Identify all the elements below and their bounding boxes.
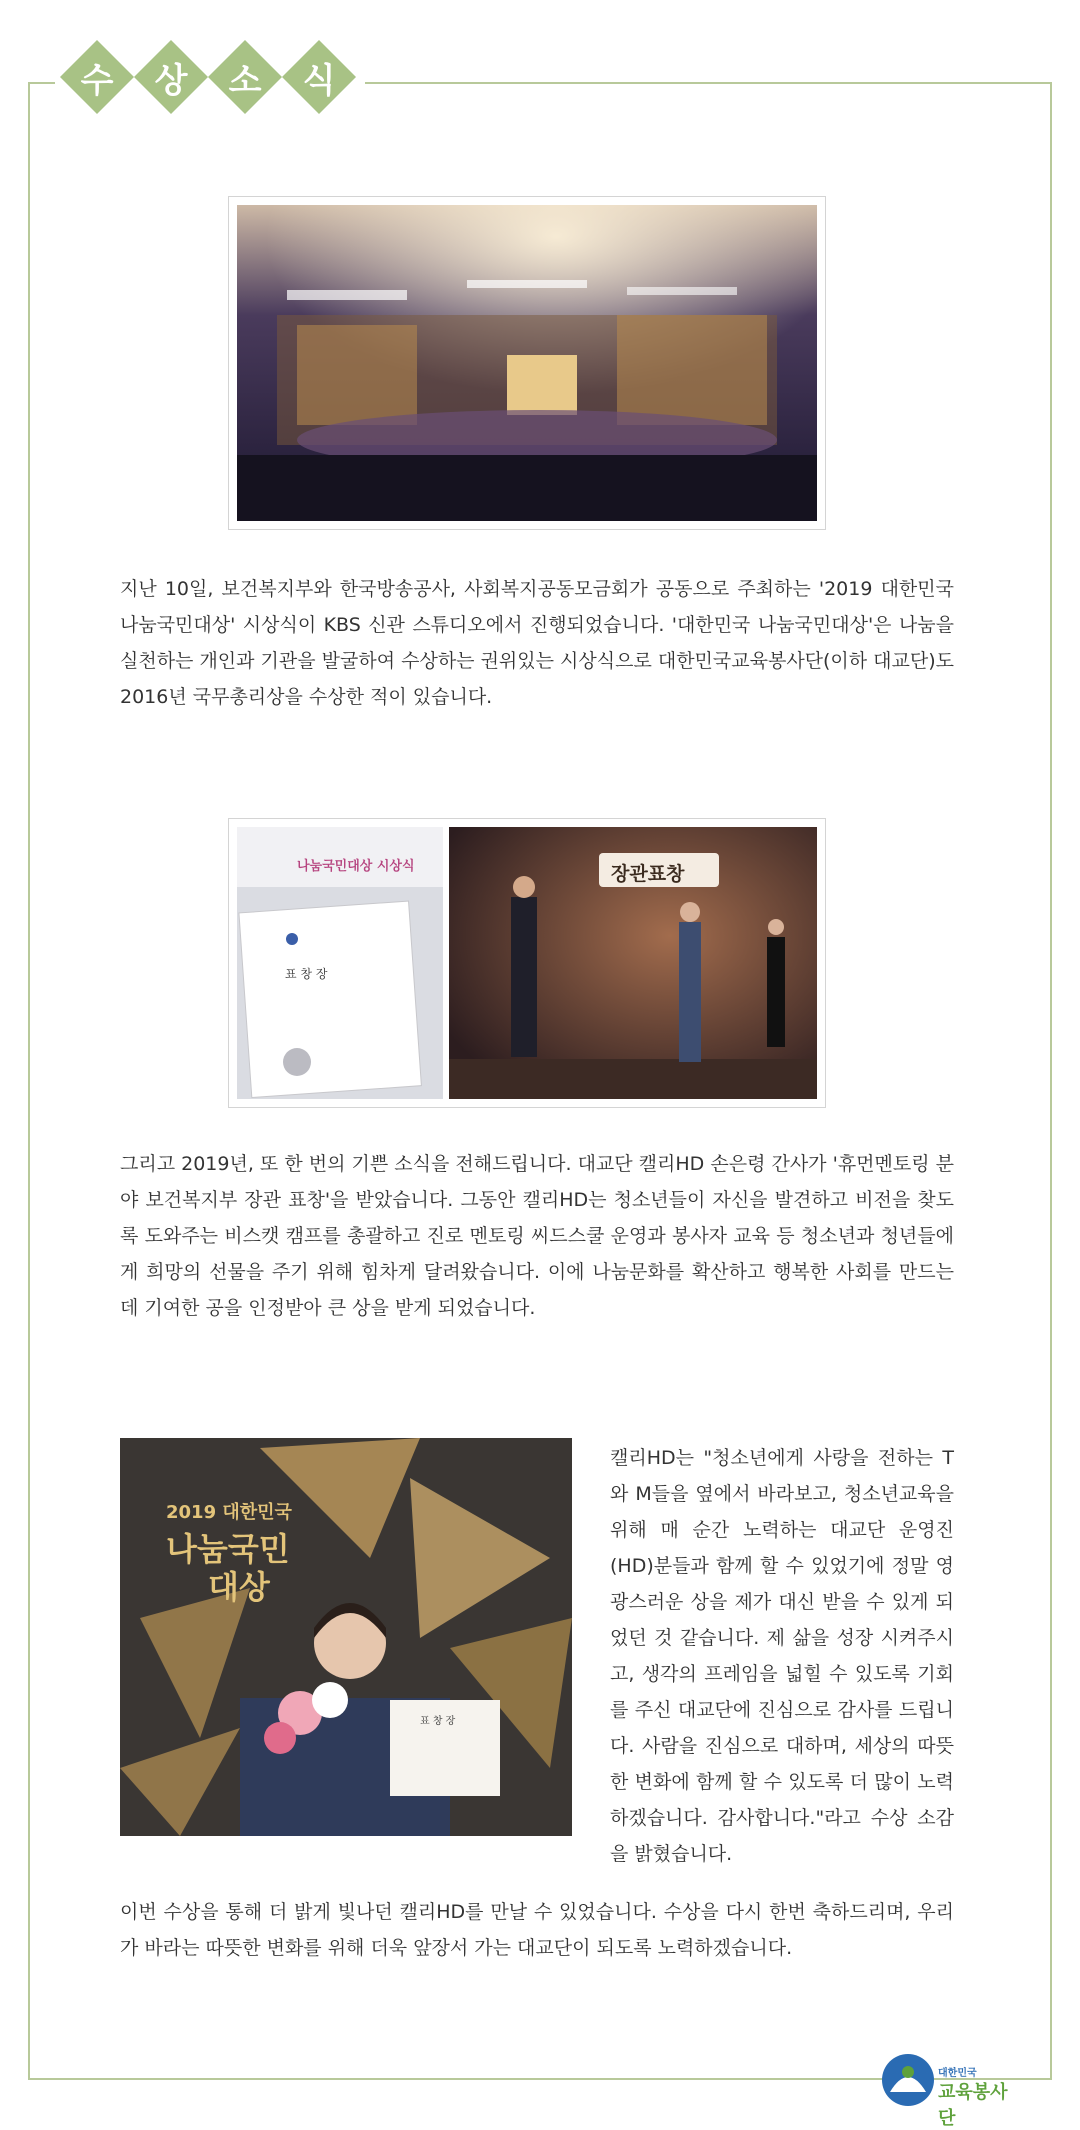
title-char: 수 <box>80 60 114 101</box>
title-diamond <box>208 32 282 122</box>
logo-mark-icon <box>880 2052 936 2110</box>
logo-text-small: 대한민국 <box>938 2068 977 2079</box>
closing-paragraph: 이번 수상을 통해 더 밝게 빛나던 캘리HD를 만날 수 있었습니다. 수상을 다시 한번 축하드리며, 우리가 바라는 따뜻한 변화를 위해 더욱 앞장서 가는 대교단이 되도록 노력하겠습니다. <box>120 1901 954 1959</box>
title-char: 식 <box>302 60 336 101</box>
section-title <box>60 32 356 122</box>
awardee-portrait-photo <box>120 1438 572 1836</box>
title-diamond <box>134 32 208 122</box>
ceremony-stage-photo <box>237 205 817 521</box>
ceremony-stage-photo-frame <box>228 196 826 530</box>
title-diamond <box>282 32 356 122</box>
backdrop-text-line1: 2019 대한민국 <box>166 1502 292 1523</box>
backdrop-text-line2: 나눔국민 <box>166 1530 290 1568</box>
certificate-title: 표 창 장 <box>285 967 328 981</box>
award-photos-frame <box>228 818 826 1108</box>
certificate-title: 표 창 장 <box>420 1716 456 1727</box>
title-diamond <box>60 32 134 122</box>
logo-text-big: 교육봉사단 <box>938 2082 1008 2129</box>
title-char: 소 <box>228 60 262 101</box>
acceptance-speech-paragraph: 캘리HD는 "청소년에게 사랑을 전하는 T와 M들을 옆에서 바라보고, 청소년교육을 위해 매 순간 노력하는 대교단 운영진(HD)분들과 함께 할 수 있었기에 정말 영광스러운 상을 제가 대신 받을 수 있게 되었던 것 같습니다. 제 삶을 성장 시켜주시고, 생각의 프레임을 넓힐 수 있도록 기회를 주신 대교단에 진심으로 감사를 드립니다. 사람을 진심으로 대하며, 세상의 따뜻한 변화에 함께 할 수 있도록 더 많이 노력하겠습니다. 감사합니다."라고 수상 소감을 밝혔습니다. <box>610 1447 954 1865</box>
certificate-banner: 나눔국민대상 시상식 <box>297 859 415 874</box>
organization-logo <box>880 2052 1020 2129</box>
intro-paragraph: 지난 10일, 보건복지부와 한국방송공사, 사회복지공동모금회가 공동으로 주최하는 '2019 대한민국 나눔국민대상' 시상식이 KBS 신관 스튜디오에서 진행되었습니다. '대한민국 나눔국민대상'은 나눔을 실천하는 개인과 기관을 발굴하여 수상하는 권위있는 시상식으로 대한민국교육봉사단(이하 대교단)도 2016년 국무총리상을 수상한 적이 있습니다. <box>120 578 955 708</box>
title-char: 상 <box>154 60 188 101</box>
backdrop-text-line3: 대상 <box>208 1568 270 1606</box>
stage-award-label: 장관표창 <box>611 863 685 885</box>
award-paragraph: 그리고 2019년, 또 한 번의 기쁜 소식을 전해드립니다. 대교단 캘리HD 손은령 간사가 '휴먼멘토링 분야 보건복지부 장관 표창'을 받았습니다. 그동안 캘리HD는 청소년들이 자신을 발견하고 비전을 찾도록 도와주는 비스캣 캠프를 총괄하고 진로 멘토링 씨드스쿨 운영과 봉사자 교육 등 청소년과 청년들에게 희망의 선물을 주기 위해 힘차게 달려왔습니다. 이에 나눔문화를 확산하고 행복한 사회를 만드는 데 기여한 공을 인정받아 큰 상을 받게 되었습니다. <box>120 1153 954 1319</box>
award-stage-photo <box>449 827 817 1099</box>
certificate-photo <box>237 827 443 1099</box>
